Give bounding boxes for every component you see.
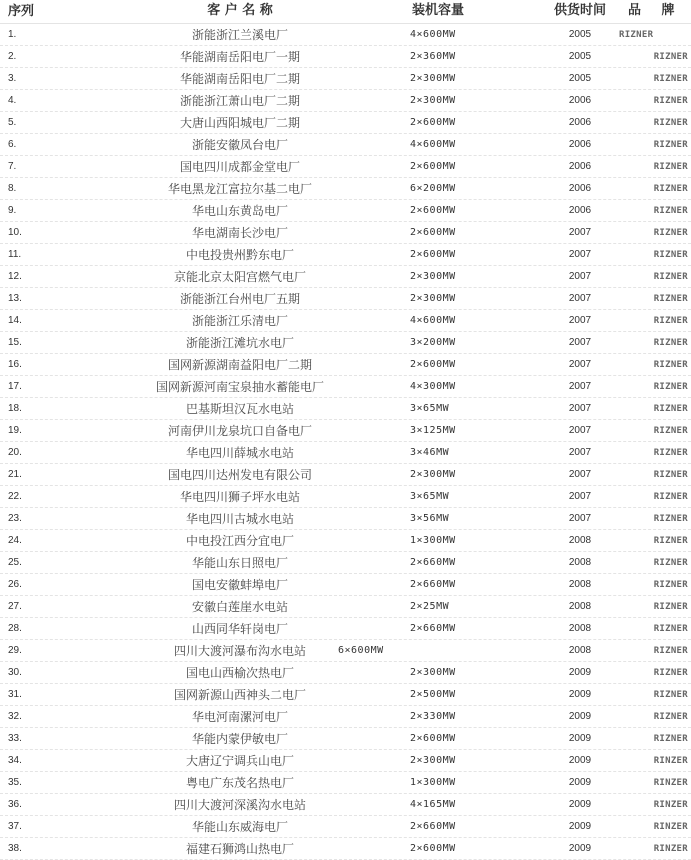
row-index: 31. (8, 689, 22, 700)
table-row (0, 288, 691, 310)
row-capacity: 2×660MW (410, 579, 456, 590)
row-customer-name: 华能山东日照电厂 (191, 556, 288, 570)
row-index: 27. (8, 601, 22, 612)
row-brand: RINZER (653, 756, 688, 766)
row-supply-year: 2009 (568, 799, 592, 810)
row-capacity: 2×600MW (410, 359, 456, 370)
row-capacity: 2×600MW (410, 161, 456, 172)
row-supply-year: 2007 (568, 447, 592, 458)
row-index: 10. (8, 227, 22, 238)
row-supply-year: 2007 (568, 249, 592, 260)
row-capacity: 2×300MW (410, 667, 456, 678)
table-header-row (0, 0, 691, 24)
row-index: 8. (8, 183, 17, 194)
row-brand: RIZNER (653, 140, 688, 150)
table-row (0, 310, 691, 332)
row-customer-name: 华电湖南长沙电厂 (191, 226, 288, 240)
row-index: 19. (8, 425, 22, 436)
table-row (0, 90, 691, 112)
row-index: 18. (8, 403, 22, 414)
row-supply-year: 2005 (568, 73, 592, 84)
table-row (0, 200, 691, 222)
table-row (0, 244, 691, 266)
row-customer-name: 大唐辽宁调兵山电厂 (185, 754, 294, 768)
table-row (0, 46, 691, 68)
row-index: 32. (8, 711, 22, 722)
table-row (0, 706, 691, 728)
row-brand: RIZNER (653, 646, 688, 656)
table-row (0, 68, 691, 90)
row-brand: RIZNER (653, 184, 688, 194)
row-customer-name: 华能湖南岳阳电厂二期 (179, 72, 300, 86)
table-row (0, 772, 691, 794)
row-brand: RIZNER (653, 448, 688, 458)
row-supply-year: 2006 (568, 117, 592, 128)
table-row (0, 618, 691, 640)
row-capacity: 2×360MW (410, 51, 456, 62)
row-capacity: 3×56MW (410, 513, 450, 524)
table-row (0, 596, 691, 618)
row-supply-year: 2009 (568, 711, 592, 722)
row-capacity: 2×600MW (410, 205, 456, 216)
table-row (0, 662, 691, 684)
row-customer-name: 国网新源湖南益阳电厂二期 (167, 358, 312, 372)
table-row (0, 134, 691, 156)
row-capacity: 2×600MW (410, 733, 456, 744)
row-capacity: 3×200MW (410, 337, 456, 348)
row-brand: RIZNER (653, 382, 688, 392)
row-index: 1. (8, 29, 17, 40)
row-brand: RIZNER (653, 74, 688, 84)
table-row (0, 816, 691, 838)
row-supply-year: 2008 (568, 535, 592, 546)
table-row (0, 156, 691, 178)
row-capacity: 2×300MW (410, 95, 456, 106)
row-supply-year: 2007 (568, 469, 592, 480)
row-index: 11. (8, 249, 22, 260)
row-brand: RIZNER (653, 206, 688, 216)
row-capacity: 2×500MW (410, 689, 456, 700)
row-supply-year: 2007 (568, 403, 592, 414)
table-row (0, 552, 691, 574)
table-row (0, 354, 691, 376)
table-row (0, 464, 691, 486)
row-brand: RIZNER (653, 228, 688, 238)
row-supply-year: 2006 (568, 183, 592, 194)
row-customer-name: 浙能浙江萧山电厂二期 (179, 94, 300, 108)
row-supply-year: 2006 (568, 161, 592, 172)
row-brand: RIZNER (653, 338, 688, 348)
row-supply-year: 2006 (568, 139, 592, 150)
row-customer-name: 京能北京太阳宫燃气电厂 (173, 270, 306, 284)
row-brand: RIZNER (653, 734, 688, 744)
row-brand: RIZNER (653, 558, 688, 568)
row-customer-name: 浙能安徽凤台电厂 (191, 138, 288, 152)
row-capacity: 3×65MW (410, 403, 450, 414)
header-index: 序列 (8, 3, 35, 18)
row-customer-name: 河南伊川龙泉坑口自备电厂 (167, 424, 312, 438)
row-index: 38. (8, 843, 22, 854)
row-brand: RIZNER (653, 316, 688, 326)
row-index: 30. (8, 667, 22, 678)
row-customer-name: 浙能浙江台州电厂五期 (179, 292, 300, 306)
row-supply-year: 2008 (568, 557, 592, 568)
table-row (0, 24, 691, 46)
row-index: 15. (8, 337, 22, 348)
table-row (0, 332, 691, 354)
row-brand: RINZER (653, 822, 688, 832)
row-brand: RIZNER (653, 426, 688, 436)
row-index: 17. (8, 381, 22, 392)
row-brand: RIZNER (653, 96, 688, 106)
row-supply-year: 2006 (568, 205, 592, 216)
row-index: 35. (8, 777, 22, 788)
header-customer-name: 客 户 名 称 (207, 3, 273, 18)
row-supply-year: 2006 (568, 95, 592, 106)
row-capacity: 2×600MW (410, 843, 456, 854)
row-customer-name: 粤电广东茂名热电厂 (185, 776, 294, 790)
row-brand: RIZNER (619, 30, 654, 40)
row-customer-name: 国网新源山西神头二电厂 (173, 688, 306, 702)
row-index: 37. (8, 821, 22, 832)
row-supply-year: 2009 (568, 689, 592, 700)
row-customer-name: 华电黑龙江富拉尔基二电厂 (167, 182, 312, 196)
header-brand: 品 牌 (628, 3, 683, 18)
table-row (0, 112, 691, 134)
row-capacity: 2×660MW (410, 821, 456, 832)
row-capacity: 1×300MW (410, 777, 456, 788)
row-supply-year: 2007 (568, 359, 592, 370)
row-supply-year: 2007 (568, 227, 592, 238)
row-capacity: 3×65MW (410, 491, 450, 502)
row-index: 25. (8, 557, 22, 568)
row-customer-name: 大唐山西阳城电厂二期 (179, 116, 300, 130)
row-capacity: 2×600MW (410, 249, 456, 260)
row-customer-name: 浙能浙江兰溪电厂 (191, 28, 288, 42)
row-index: 13. (8, 293, 22, 304)
table-row (0, 838, 691, 860)
row-index: 23. (8, 513, 22, 524)
table-row (0, 508, 691, 530)
row-supply-year: 2009 (568, 667, 592, 678)
table-row (0, 420, 691, 442)
row-capacity: 2×25MW (410, 601, 450, 612)
table-row (0, 640, 691, 662)
table-row (0, 794, 691, 816)
row-customer-name: 山西同华轩岗电厂 (191, 622, 288, 636)
row-customer-name: 四川大渡河瀑布沟水电站 (173, 644, 306, 658)
row-brand: RIZNER (653, 536, 688, 546)
row-index: 6. (8, 139, 17, 150)
row-supply-year: 2005 (568, 51, 592, 62)
row-index: 34. (8, 755, 22, 766)
table-row (0, 376, 691, 398)
table-row (0, 398, 691, 420)
row-brand: RIZNER (653, 250, 688, 260)
row-index: 9. (8, 205, 17, 216)
row-index: 24. (8, 535, 22, 546)
row-brand: RIZNER (653, 690, 688, 700)
row-supply-year: 2009 (568, 755, 592, 766)
row-capacity: 2×660MW (410, 623, 456, 634)
row-brand: RIZNER (653, 712, 688, 722)
row-customer-name: 华电四川狮子坪水电站 (179, 490, 300, 504)
row-customer-name: 华能内蒙伊敏电厂 (191, 732, 288, 746)
table-row (0, 574, 691, 596)
row-brand: RINZER (653, 800, 688, 810)
row-supply-year: 2007 (568, 381, 592, 392)
row-capacity: 1×300MW (410, 535, 456, 546)
row-customer-name: 国电安徽蚌埠电厂 (191, 578, 288, 592)
row-customer-name: 中电投贵州黔东电厂 (185, 248, 294, 262)
row-brand: RIZNER (653, 492, 688, 502)
row-index: 22. (8, 491, 22, 502)
table-row (0, 442, 691, 464)
row-index: 29. (8, 645, 22, 656)
row-supply-year: 2007 (568, 315, 592, 326)
row-index: 21. (8, 469, 22, 480)
row-index: 20. (8, 447, 22, 458)
row-supply-year: 2005 (568, 29, 592, 40)
row-supply-year: 2008 (568, 623, 592, 634)
row-brand: RIZNER (653, 668, 688, 678)
row-brand: RIZNER (653, 52, 688, 62)
row-index: 36. (8, 799, 22, 810)
row-capacity: 4×300MW (410, 381, 456, 392)
table-row (0, 728, 691, 750)
row-capacity: 2×600MW (410, 117, 456, 128)
row-index: 26. (8, 579, 22, 590)
row-capacity: 2×300MW (410, 755, 456, 766)
row-capacity: 4×600MW (410, 29, 456, 40)
row-customer-name: 华电四川古城水电站 (185, 512, 294, 526)
row-brand: RIZNER (653, 272, 688, 282)
row-capacity: 2×300MW (410, 293, 456, 304)
row-supply-year: 2007 (568, 491, 592, 502)
table-row (0, 530, 691, 552)
table-row (0, 684, 691, 706)
row-customer-name: 安徽白莲崖水电站 (191, 600, 288, 614)
row-customer-name: 国网新源河南宝泉抽水蓄能电厂 (155, 380, 324, 394)
row-capacity: 4×600MW (410, 315, 456, 326)
row-customer-name: 华电山东黄岛电厂 (191, 204, 288, 218)
row-supply-year: 2007 (568, 513, 592, 524)
row-customer-name: 华电河南漯河电厂 (191, 710, 288, 724)
row-index: 12. (8, 271, 22, 282)
row-capacity: 4×165MW (410, 799, 456, 810)
row-customer-name: 巴基斯坦汉瓦水电站 (185, 402, 294, 416)
row-brand: RIZNER (653, 580, 688, 590)
row-supply-year: 2009 (568, 733, 592, 744)
row-capacity: 6×200MW (410, 183, 456, 194)
row-customer-name: 中电投江西分宜电厂 (185, 534, 294, 548)
row-capacity: 6×600MW (338, 645, 384, 656)
row-brand: RIZNER (653, 404, 688, 414)
row-capacity: 2×300MW (410, 271, 456, 282)
row-customer-name: 福建石狮鸿山热电厂 (185, 842, 294, 856)
row-supply-year: 2008 (568, 645, 592, 656)
row-customer-name: 浙能浙江乐清电厂 (191, 314, 288, 328)
header-capacity: 装机容量 (412, 3, 465, 18)
row-brand: RINZER (653, 778, 688, 788)
table-row (0, 750, 691, 772)
row-capacity: 2×300MW (410, 469, 456, 480)
row-index: 14. (8, 315, 22, 326)
row-brand: RIZNER (653, 118, 688, 128)
row-capacity: 2×600MW (410, 227, 456, 238)
row-index: 7. (8, 161, 17, 172)
row-supply-year: 2009 (568, 777, 592, 788)
header-supply-year: 供货时间 (553, 3, 606, 18)
table-row (0, 486, 691, 508)
row-capacity: 3×125MW (410, 425, 456, 436)
row-brand: RIZNER (653, 360, 688, 370)
row-capacity: 2×300MW (410, 73, 456, 84)
row-customer-name: 华能湖南岳阳电厂一期 (179, 50, 300, 64)
row-index: 33. (8, 733, 22, 744)
row-supply-year: 2009 (568, 843, 592, 854)
table-row (0, 266, 691, 288)
row-customer-name: 四川大渡河深溪沟水电站 (173, 798, 306, 812)
row-supply-year: 2007 (568, 425, 592, 436)
row-supply-year: 2007 (568, 271, 592, 282)
row-supply-year: 2007 (568, 293, 592, 304)
row-customer-name: 华电四川薛城水电站 (185, 446, 294, 460)
row-supply-year: 2008 (568, 579, 592, 590)
row-supply-year: 2007 (568, 337, 592, 348)
row-brand: RIZNER (653, 624, 688, 634)
row-customer-name: 国电四川成都金堂电厂 (179, 160, 300, 174)
row-customer-name: 浙能浙江滩坑水电厂 (185, 336, 294, 350)
row-capacity: 3×46MW (410, 447, 450, 458)
row-customer-name: 国电四川达州发电有限公司 (167, 468, 312, 482)
row-brand: RINZER (653, 844, 688, 854)
row-index: 16. (8, 359, 22, 370)
row-index: 2. (8, 51, 17, 62)
row-capacity: 2×660MW (410, 557, 456, 568)
row-capacity: 4×600MW (410, 139, 456, 150)
row-customer-name: 国电山西榆次热电厂 (185, 666, 294, 680)
row-index: 5. (8, 117, 17, 128)
row-brand: RIZNER (653, 470, 688, 480)
row-index: 4. (8, 95, 17, 106)
row-customer-name: 华能山东威海电厂 (191, 820, 288, 834)
row-index: 3. (8, 73, 17, 84)
row-supply-year: 2008 (568, 601, 592, 612)
table-row (0, 178, 691, 200)
row-brand: RIZNER (653, 162, 688, 172)
row-capacity: 2×330MW (410, 711, 456, 722)
row-brand: RIZNER (653, 514, 688, 524)
row-supply-year: 2009 (568, 821, 592, 832)
row-brand: RIZNER (653, 294, 688, 304)
table-row (0, 222, 691, 244)
row-index: 28. (8, 623, 22, 634)
row-brand: RIZNER (653, 602, 688, 612)
